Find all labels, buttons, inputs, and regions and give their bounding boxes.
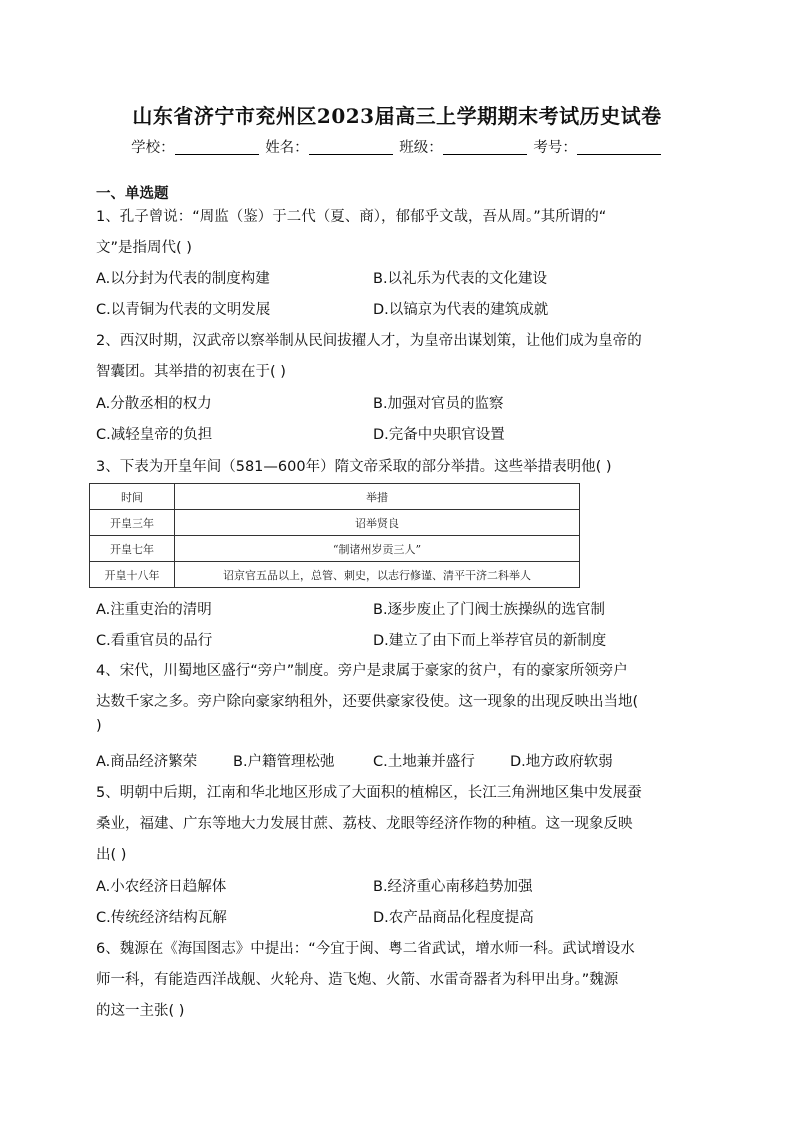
q6-stem-line1: 6、魏源在《海国图志》中提出：“今宜于闽、粤二省武试，增水师一科。武试增设水 bbox=[96, 941, 635, 957]
q3-stem-line1: 3、下表为开皇年间（581—600年）隋文帝采取的部分举措。这些举措表明他( ) bbox=[96, 459, 612, 475]
q3-option-b: B.逐步废止了门阀士族操纵的选官制 bbox=[373, 602, 606, 618]
table-header-cell: 时间 bbox=[90, 484, 175, 510]
class-blank bbox=[443, 140, 527, 155]
q3-option-a: A.注重吏治的清明 bbox=[96, 602, 212, 618]
q4-stem-line2: 达数千家之多。旁户除向豪家纳租外，还要供豪家役使。这一现象的出现反映出当地( bbox=[96, 694, 639, 710]
q3-table bbox=[89, 483, 580, 588]
name-blank bbox=[309, 140, 393, 155]
q1-stem-line1: 1、孔子曾说：“周监（鉴）于二代（夏、商），郁郁乎文哉，吾从周。”其所谓的“ bbox=[96, 209, 607, 225]
q2-stem-line2: 智囊团。其举措的初衷在于( ) bbox=[96, 364, 286, 380]
q4-option-c: C.土地兼并盛行 bbox=[373, 754, 475, 770]
table-row bbox=[90, 562, 580, 588]
table-cell: 开皇十八年 bbox=[90, 562, 175, 588]
q2-option-d: D.完备中央职官设置 bbox=[373, 427, 505, 443]
class-label: 班级： bbox=[399, 140, 443, 156]
table-row bbox=[90, 536, 580, 562]
q5-option-d: D.农产品商品化程度提高 bbox=[373, 910, 534, 926]
page-title: 山东省济宁市兖州区2023届高三上学期期末考试历史试卷 bbox=[132, 104, 662, 128]
q2-option-a: A.分散丞相的权力 bbox=[96, 396, 212, 412]
q2-option-c: C.减轻皇帝的负担 bbox=[96, 427, 213, 443]
q6-stem-line2: 师一科，有能造西洋战舰、火轮舟、造飞炮、火箭、水雷奇器者为科甲出身。”魏源 bbox=[96, 972, 619, 988]
q4-stem-line3: ) bbox=[96, 718, 102, 734]
name-label: 姓名： bbox=[265, 140, 309, 156]
school-label: 学校： bbox=[131, 140, 175, 156]
q2-option-b: B.加强对官员的监察 bbox=[373, 396, 504, 412]
q6-stem-line3: 的这一主张( ) bbox=[96, 1003, 185, 1019]
q3-option-c: C.看重官员的品行 bbox=[96, 633, 213, 649]
q4-stem-line1: 4、宋代，川蜀地区盛行“旁户”制度。旁户是隶属于豪家的贫户，有的豪家所领旁户 bbox=[96, 663, 628, 679]
q4-option-b: B.户籍管理松弛 bbox=[233, 754, 335, 770]
q1-option-b: B.以礼乐为代表的文化建设 bbox=[373, 271, 548, 287]
q1-option-a: A.以分封为代表的制度构建 bbox=[96, 271, 270, 287]
q1-option-d: D.以镐京为代表的建筑成就 bbox=[373, 302, 549, 318]
table-header-cell: 举措 bbox=[175, 484, 580, 510]
table-cell: 诏京官五品以上，总管、刺史，以志行修谨、清平干济二科举人 bbox=[175, 562, 580, 588]
table-cell: 开皇七年 bbox=[90, 536, 175, 562]
q3-option-d: D.建立了由下而上举荐官员的新制度 bbox=[373, 633, 607, 649]
q1-option-c: C.以青铜为代表的文明发展 bbox=[96, 302, 271, 318]
q5-option-b: B.经济重心南移趋势加强 bbox=[373, 879, 533, 895]
school-blank bbox=[175, 140, 259, 155]
number-label: 考号： bbox=[533, 140, 577, 156]
q1-stem-line2: 文”是指周代( ) bbox=[96, 240, 192, 256]
q5-option-c: C.传统经济结构瓦解 bbox=[96, 910, 227, 926]
table-cell: “制诸州岁贡三人” bbox=[175, 536, 580, 562]
table-row bbox=[90, 510, 580, 536]
student-info-row bbox=[0, 136, 794, 157]
q4-option-d: D.地方政府软弱 bbox=[510, 754, 613, 770]
q4-option-a: A.商品经济繁荣 bbox=[96, 754, 198, 770]
number-blank bbox=[577, 140, 661, 155]
table-header-row bbox=[90, 484, 580, 510]
q2-stem-line1: 2、西汉时期，汉武帝以察举制从民间拔擢人才，为皇帝出谋划策，让他们成为皇帝的 bbox=[96, 333, 642, 349]
q5-stem-line1: 5、明朝中后期，江南和华北地区形成了大面积的植棉区，长江三角洲地区集中发展蚕 bbox=[96, 785, 642, 801]
q5-option-a: A.小农经济日趋解体 bbox=[96, 879, 227, 895]
q5-stem-line3: 出( ) bbox=[96, 847, 127, 863]
q5-stem-line2: 桑业，福建、广东等地大力发展甘蔗、荔枝、龙眼等经济作物的种植。这一现象反映 bbox=[96, 816, 633, 832]
table-cell: 诏举贤良 bbox=[175, 510, 580, 536]
section-heading: 一、单选题 bbox=[96, 186, 169, 202]
table-cell: 开皇三年 bbox=[90, 510, 175, 536]
